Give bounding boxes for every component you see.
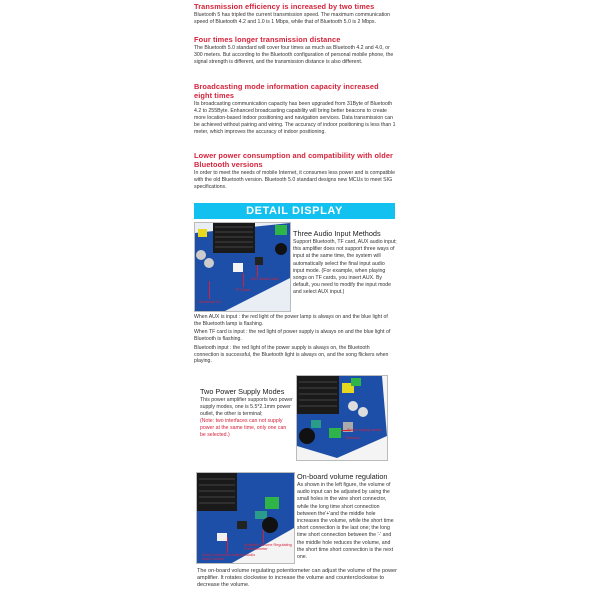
audio-input-body: Support Bluetooth, TF card, AUX audio input; this amplifier does not support three ways of input at the same time, the system will automatically select the final input audio input mode. (For example, when playing songs on TF cards, you insert AUX. By default, you need to modify the input mode and select AUX input.) xyxy=(293,239,397,296)
amplifier-board-illustration xyxy=(297,376,387,460)
label-terminal: Terminal xyxy=(345,436,360,440)
volume-section xyxy=(297,472,397,561)
section-body: Bluetooth 5 has tripled the current transmission speed. The maximum communication speed of Bluetooth 4.2 and 1.0 is 1 Mbps, while that of Bluetooth 5.0 is 2 Mbps. xyxy=(194,12,390,25)
label-short-connection: Short Connection Adjusts Audio Input Volume xyxy=(202,553,256,562)
volume-title: On-board volume regulation xyxy=(297,472,388,481)
audio-input-section xyxy=(293,229,397,297)
audio-input-product-image xyxy=(194,222,291,312)
audio-input-title: Three Audio Input Methods xyxy=(293,229,381,238)
power-supply-body: This power amplifier supports two power supply modes, one is 5.5*2.1mm power outlet, the other is terminal; xyxy=(200,397,293,417)
section-body: In order to meet the needs of mobile Internet, it consumes less power and is compatible with the old Bluetooth version. Bluetooth 5.0 standard designs new MCUs to meet SIG specifications. xyxy=(194,170,395,190)
label-volume-potentiometer: Amplifier Volume Regulating Potentiometer xyxy=(244,543,292,552)
section-body: Its broadcasting communication capacity has been upgraded from 31Byte of Bluetooth 4.2 to 255Byte. Enhanced broadcasting capability will bring better beacons to create more location-based indoor positioning and navigation services. Data transmission can be achieved without pairing and wiring. The accuracy of indoor positioning is less than 1 meter, which improves the accuracy of indoor positioning. xyxy=(194,101,396,135)
volume-product-image xyxy=(196,472,295,564)
volume-footer-text: The on-board volume regulating potentiometer can adjust the volume of the power amplifier. It rotates clockwise to increase the volume and counterclockwise to decrease the volume. xyxy=(197,568,397,589)
section-body: The Bluetooth 5.0 standard will cover four times as much as Bluetooth 4.2 and 4.0, or 300 meters. But according to the Bluetooth configuration of personal mobile phone, the signal strength is different, and the transmission distance is also different. xyxy=(194,45,394,65)
note-tf-input: When TF card is input : the red light of power supply is always on and the blue light of Bluetooth is flashing. xyxy=(194,329,391,343)
volume-footer xyxy=(197,568,397,590)
section-transmission-efficiency xyxy=(194,2,396,26)
section-heading: Four times longer transmission distance xyxy=(194,35,341,44)
label-aux-audio-seat: AUX Audio Seat xyxy=(251,277,279,281)
power-supply-section xyxy=(200,387,293,438)
section-heading: Broadcasting mode information capacity increased eight times xyxy=(194,82,379,100)
note-bluetooth-input: Bluetooth input : the red light of the power supply is always on, the Bluetooth connection is successful, the Bluetooth light is always on, and the song flickers when playing. xyxy=(194,344,389,365)
section-broadcasting-capacity xyxy=(194,82,396,136)
label-tf-slash: TF-Slash xyxy=(235,288,251,292)
label-power-supply-socket: Power supply socket xyxy=(347,428,382,432)
section-transmission-distance xyxy=(194,35,396,66)
note-aux-input: When AUX is input : the red light of the power lamp is always on and the blue light of the Bluetooth lamp is flashing. xyxy=(194,314,388,327)
power-supply-title: Two Power Supply Modes xyxy=(200,387,285,396)
detail-display-banner: DETAIL DISPLAY xyxy=(194,203,395,219)
input-indicator-notes xyxy=(194,314,396,365)
power-supply-product-image xyxy=(296,375,388,461)
section-heading: Lower power consumption and compatibility with older Bluetooth versions xyxy=(194,151,394,169)
volume-body: As shown in the left figure, the volume of audio input can be adjusted by using the small holes in the wire short connector, while the long time short connection between the'+'and the middle hole increases the volume, while the short time short connection is the last one; the long time short connection between the '-' and the middle hole reduces the volume, and the short time short connection is the next one. xyxy=(297,482,394,561)
section-lower-power xyxy=(194,151,396,191)
section-heading: Transmission efficiency is increased by two times xyxy=(194,2,375,11)
power-supply-note: (Note: two interfaces can not supply power at the same time, only one can be selected.) xyxy=(200,417,287,438)
label-bluetooth: Bluetooth 4.0 xyxy=(199,300,222,304)
